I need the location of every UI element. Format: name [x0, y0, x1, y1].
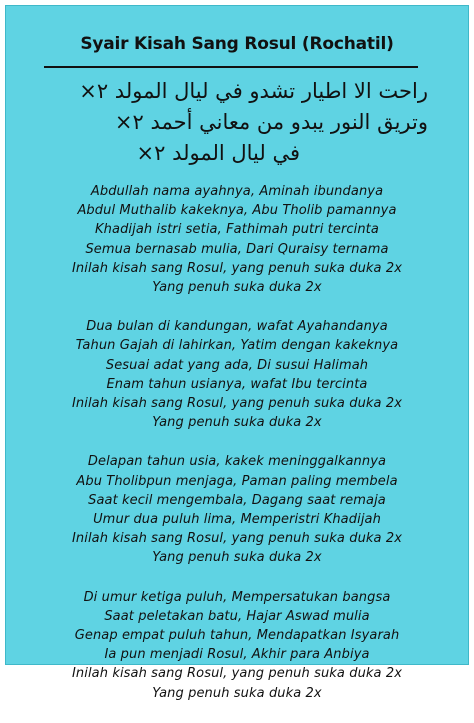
lyric-line: Semua bernasab mulia, Dari Quraisy ternama [85, 241, 389, 257]
lyric-line: Inilah kisah sang Rosul, yang penuh suka duka 2x [71, 260, 403, 276]
lyric-line: Inilah kisah sang Rosul, yang penuh suka duka 2x [71, 666, 403, 682]
lyric-line: Di umur ketiga puluh, Mempersatukan bangsa [83, 589, 391, 605]
lyric-line: Saat kecil mengembala, Dagang saat remaja [88, 492, 386, 508]
lyric-line: Umur dua puluh lima, Memperistri Khadijah [93, 512, 381, 528]
lyric-line: Tahun Gajah di lahirkan, Yatim dengan kakeknya [75, 338, 399, 354]
page-title: Syair Kisah Sang Rosul (Rochatil) [80, 34, 394, 54]
lyric-line: Abdul Muthalib kakeknya, Abu Tholib pamannya [77, 203, 397, 219]
lyric-line: Delapan tahun usia, kakek meninggalkannya [87, 454, 387, 470]
lyric-line: Genap empat puluh tahun, Mendapatkan Isyarah [74, 628, 400, 644]
lyric-line: Yang penuh suka duka 2x [152, 280, 322, 296]
lyric-line: Dua bulan di kandungan, wafat Ayahandanya [86, 319, 388, 335]
arabic-line: وتريق النور يبدو من معاني أحمد ٢× [114, 110, 428, 134]
lyric-line: Enam tahun usianya, wafat Ibu tercinta [106, 376, 368, 392]
lyrics-sheet [5, 5, 469, 701]
lyric-line: Khadijah istri setia, Fathimah putri tercinta [95, 222, 379, 238]
stanza-2 [6, 317, 468, 432]
stanza-list [6, 182, 468, 723]
title-underline [44, 66, 418, 68]
lyric-line: Abdullah nama ayahnya, Aminah ibundanya [90, 184, 384, 199]
arabic-refrain [36, 76, 428, 169]
lyric-line: Inilah kisah sang Rosul, yang penuh suka duka 2x [71, 531, 403, 547]
stanza-1 [6, 182, 468, 297]
arabic-line: راحت الا اطيار تشدو في ليال المولد ٢× [79, 79, 428, 103]
stanza-4 [6, 588, 468, 703]
lyric-line: Sesuai adat yang ada, Di susui Halimah [105, 357, 369, 373]
lyric-line: Inilah kisah sang Rosul, yang penuh suka duka 2x [71, 396, 403, 412]
arabic-line: في ليال المولد ٢× [136, 141, 300, 165]
lyric-line: Ia pun menjadi Rosul, Akhir para Anbiya [104, 647, 370, 663]
lyric-line: Yang penuh suka duka 2x [152, 415, 322, 431]
stanza-3 [6, 452, 468, 567]
lyric-line: Yang penuh suka duka 2x [152, 685, 322, 701]
lyric-line: Abu Tholibpun menjaga, Paman paling membela [76, 473, 398, 489]
lyric-line: Saat peletakan batu, Hajar Aswad mulia [104, 608, 370, 624]
lyric-line: Yang penuh suka duka 2x [152, 550, 322, 566]
